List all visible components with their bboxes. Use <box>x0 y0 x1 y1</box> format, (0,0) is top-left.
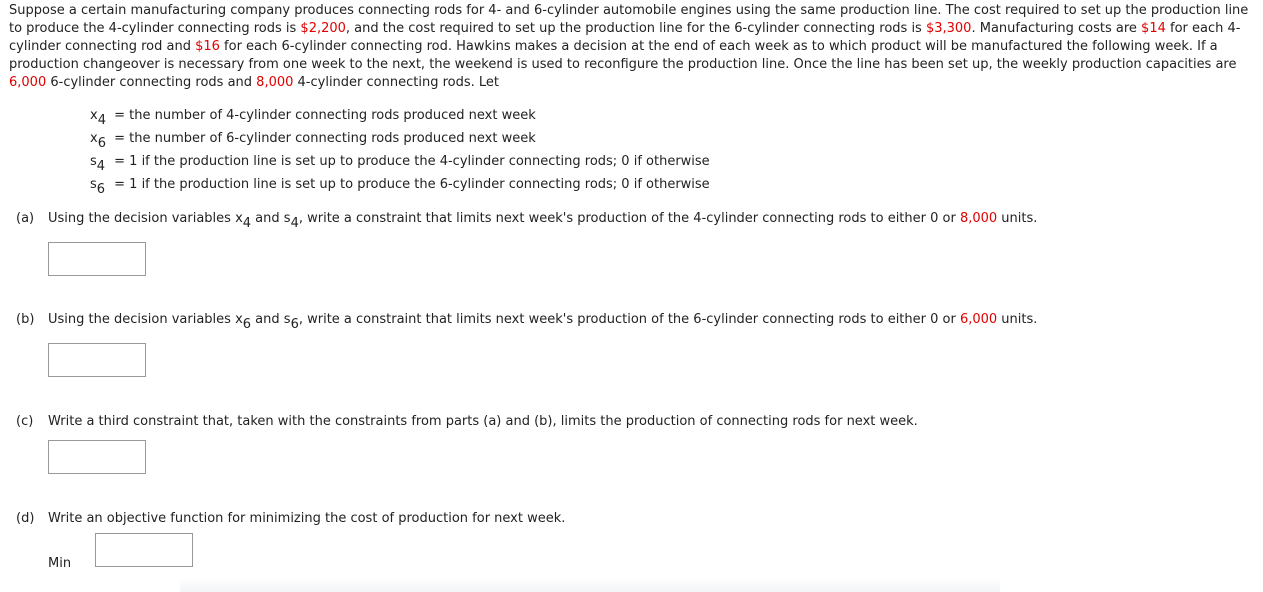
definition-x6: $x_6$ = the number of 6-cylinder connecting rods produced next week <box>90 131 536 151</box>
mfg-cost-6cyl: $16 <box>195 39 220 54</box>
variable-definitions <box>90 104 710 196</box>
part-c-prompt: (c) Write a third constraint that, taken with the constraints from parts (a) and (b), limits the production of connecting rods for next week. <box>16 414 918 429</box>
bottom-shadow <box>180 578 1000 592</box>
part-a-limit: 8,000 <box>959 211 998 226</box>
part-d-answer-input[interactable] <box>95 533 193 567</box>
mfg-cost-4cyl: $14 <box>1141 21 1166 36</box>
part-a-label: (a) <box>16 211 35 226</box>
part-c-label: (c) <box>16 414 34 429</box>
part-a-prompt: (a) Using the decision variables $x_4$ and $s_4$, write a constraint that limits next week's production of the 4-cylinder connecting rods to either 0 or 8,000 units. <box>16 211 1038 231</box>
setup-cost-4cyl: $2,200 <box>300 21 346 36</box>
part-b-answer-input[interactable] <box>48 343 146 377</box>
part-b-prompt: (b) Using the decision variables $x_6$ and $s_6$, write a constraint that limits next week's production of the 6-cylinder connecting rods to either 0 or 6,000 units. <box>16 312 1038 332</box>
part-b-limit: 6,000 <box>959 312 998 327</box>
problem-statement: Suppose a certain manufacturing company produces connecting rods for 4- and 6-cylinder automobile engines using the same production line. The cost required to set up the production line to produce the 4-cylinder connecting rods is $2,200, and the cost required to set up the production line for the 6-cylinder connecting rods is $3,300. Manufacturing costs are $14 for each 4-cylinder connecting rod and $16 for each 6-cylinder connecting rod. Hawkins makes a decision at the end of each week as to which product will be manufactured the following week. If a production changeover is necessary from one week to the next, the weekend is used to reconfigure the production line. Once the line has been set up, the weekly production capacities are 6,000 6-cylinder connecting rods and 8,000 4-cylinder connecting rods. Let <box>9 3 1249 90</box>
part-a-answer-input[interactable] <box>48 242 146 276</box>
setup-cost-6cyl: $3,300 <box>925 21 972 36</box>
definition-x4: $x_4$ = the number of 4-cylinder connecting rods produced next week <box>90 108 536 128</box>
min-label: Min <box>48 556 72 571</box>
part-b-label: (b) <box>16 312 35 327</box>
part-d-prompt: (d) Write an objective function for minimizing the cost of production for next week. <box>16 511 566 526</box>
capacity-4cyl: 8,000 <box>256 75 294 90</box>
part-d-label: (d) <box>16 511 35 526</box>
definition-s6: $s_6 = 1$ if the production line is set up to produce the 6-cylinder connecting rods; 0 if otherwise <box>90 177 710 197</box>
definition-s4: $s_4 = 1$ if the production line is set up to produce the 4-cylinder connecting rods; 0 if otherwise <box>90 154 710 174</box>
part-c-answer-input[interactable] <box>48 440 146 474</box>
capacity-6cyl: 6,000 <box>9 75 47 90</box>
